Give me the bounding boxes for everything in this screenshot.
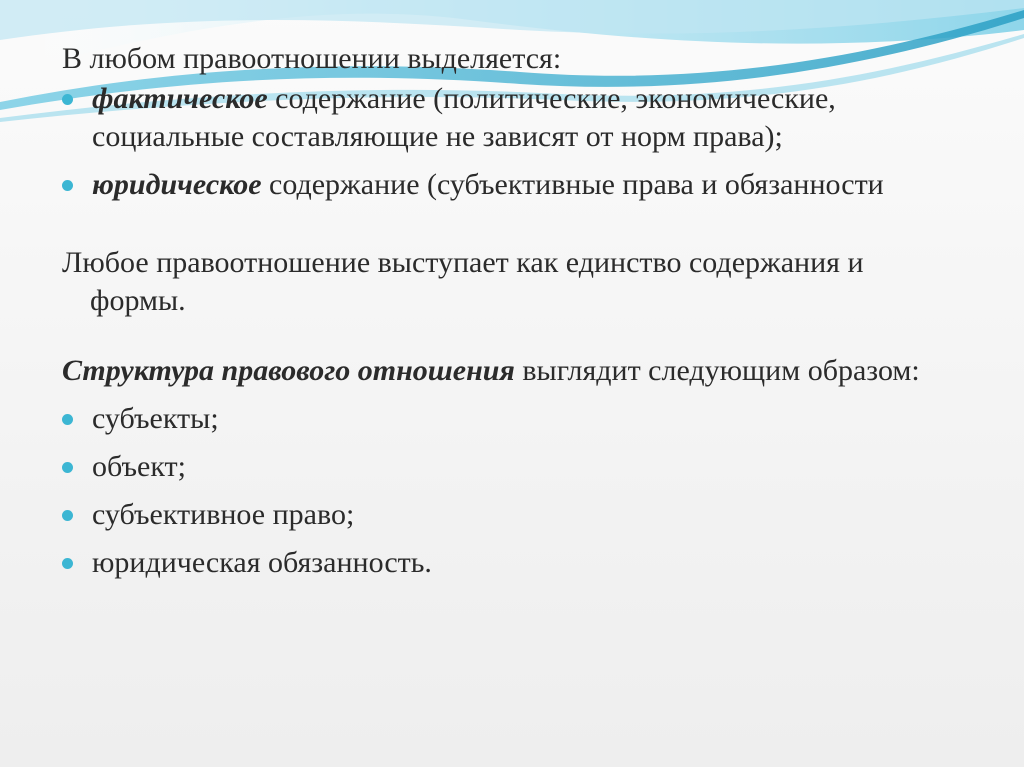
bullet-dot-icon	[62, 462, 73, 473]
bullet-text: содержание (политические, экономические, социальные составляющие не зависят от норм права);	[92, 82, 836, 153]
structure-emphasis: Структура правового отношения	[62, 354, 515, 387]
bullet-item-factual	[62, 80, 962, 156]
list-item-legal-duty	[62, 544, 962, 582]
list-item-text: юридическая обязанность.	[92, 546, 432, 579]
bullet-item-legal	[62, 166, 962, 204]
bullet-dot-icon	[62, 94, 73, 105]
bullet-dot-icon	[62, 558, 73, 569]
list-item-subjective-right	[62, 496, 962, 534]
bullet-dot-icon	[62, 180, 73, 191]
list-item-text: субъективное право;	[92, 498, 355, 531]
list-item-text: субъекты;	[92, 402, 219, 435]
structure-text: выглядит следующим образом:	[514, 354, 920, 387]
intro-text: В любом правоотношении выделяется:	[62, 42, 562, 75]
bullet-emphasis: фактическое	[92, 82, 268, 115]
list-item-subjects	[62, 400, 962, 438]
list-item-text: объект;	[92, 450, 186, 483]
slide-content	[62, 40, 962, 582]
bullet-text: содержание (субъективные права и обязанности	[261, 168, 884, 201]
unity-paragraph: Любое правоотношение выступает как единство содержания и формы.	[62, 246, 864, 317]
bullet-dot-icon	[62, 510, 73, 521]
structure-paragraph	[62, 352, 962, 390]
list-item-object	[62, 448, 962, 486]
bullet-dot-icon	[62, 414, 73, 425]
bullet-emphasis: юридическое	[92, 168, 262, 201]
